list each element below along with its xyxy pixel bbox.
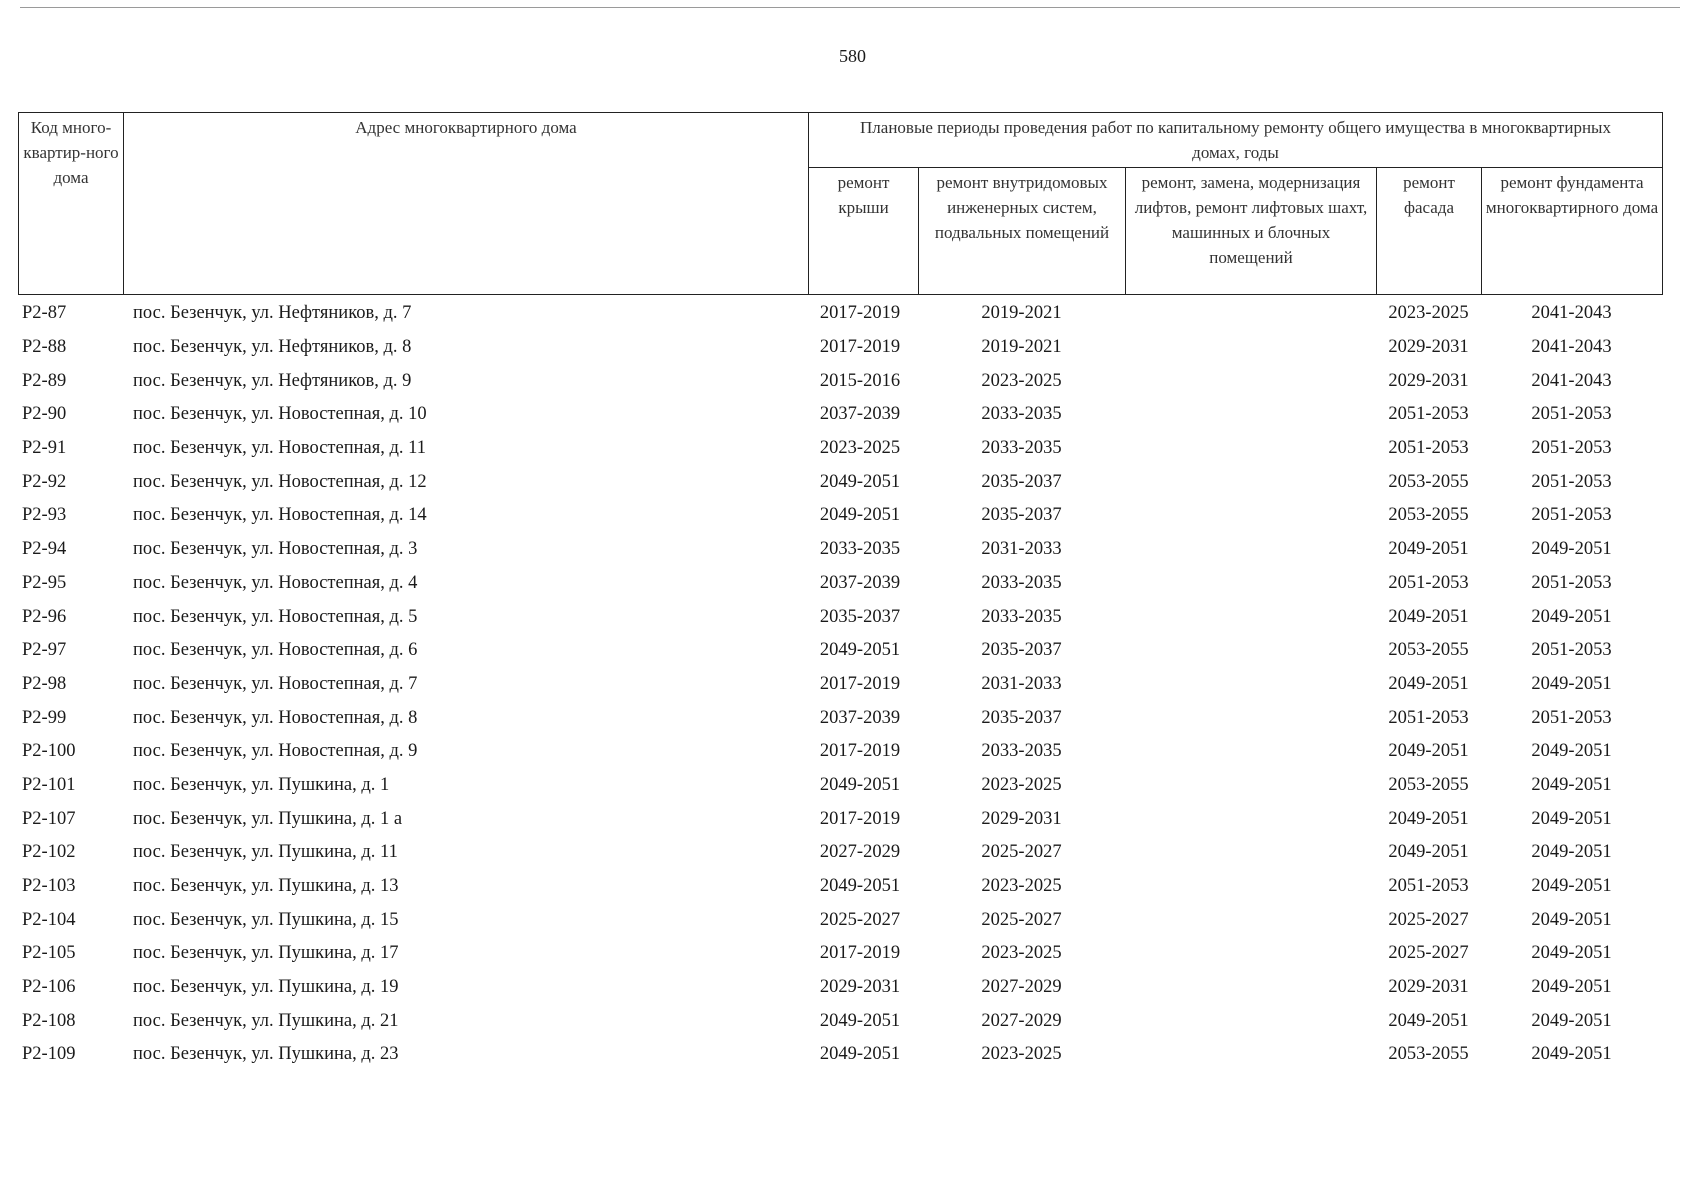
cell-code: Р2-103	[22, 876, 76, 897]
table-row	[18, 465, 1662, 499]
cell-foundation: 2049-2051	[1531, 673, 1612, 694]
cell-foundation: 2051-2053	[1531, 505, 1612, 526]
table-row	[18, 331, 1662, 365]
cell-foundation: 2049-2051	[1531, 909, 1612, 930]
cell-code: Р2-93	[22, 505, 67, 526]
cell-roof: 2049-2051	[819, 471, 901, 492]
cell-systems: 2023-2025	[981, 774, 1062, 795]
header-code: Код много-квартир-ного дома	[19, 113, 124, 295]
cell-facade: 2053-2055	[1388, 471, 1469, 492]
header-foundation: ремонт фундамента многоквартирного дома	[1482, 168, 1663, 295]
cell-systems: 2023-2025	[981, 1044, 1062, 1065]
cell-foundation: 2049-2051	[1531, 606, 1612, 627]
cell-elevators	[1125, 701, 1376, 735]
cell-systems: 2027-2029	[981, 977, 1062, 998]
cell-address: пос. Безенчук, ул. Новостепная, д. 9	[133, 741, 418, 762]
cell-foundation: 2049-2051	[1531, 977, 1612, 998]
cell-roof: 2017-2019	[819, 943, 901, 964]
cell-elevators	[1125, 600, 1376, 634]
cell-address: пос. Безенчук, ул. Новостепная, д. 8	[133, 707, 418, 728]
cell-roof: 2023-2025	[819, 438, 901, 459]
cell-foundation: 2051-2053	[1531, 471, 1612, 492]
cell-foundation: 2051-2053	[1531, 640, 1612, 661]
cell-facade: 2053-2055	[1388, 640, 1469, 661]
header-elevators: ремонт, замена, модернизация лифтов, ремонт лифтовых шахт, машинных и блочных помещений	[1126, 168, 1377, 295]
cell-code: Р2-107	[22, 808, 76, 829]
cell-address: пос. Безенчук, ул. Новостепная, д. 11	[133, 438, 426, 459]
cell-facade: 2049-2051	[1388, 808, 1469, 829]
cell-roof: 2017-2019	[819, 337, 901, 358]
cell-systems: 2029-2031	[981, 808, 1062, 829]
cell-systems: 2027-2029	[981, 1010, 1062, 1031]
cell-systems: 2023-2025	[981, 876, 1062, 897]
cell-facade: 2023-2025	[1388, 303, 1469, 324]
cell-facade: 2053-2055	[1388, 505, 1469, 526]
cell-elevators	[1125, 634, 1376, 668]
cell-code: Р2-101	[22, 774, 76, 795]
cell-elevators	[1125, 465, 1376, 499]
header-facade: ремонт фасада	[1377, 168, 1482, 295]
cell-address: пос. Безенчук, ул. Пушкина, д. 1	[133, 774, 390, 795]
table-row	[18, 668, 1662, 702]
table-row	[18, 398, 1662, 432]
table-row	[18, 701, 1662, 735]
table-body	[18, 297, 1662, 1072]
table-row	[18, 769, 1662, 803]
cell-code: Р2-100	[22, 741, 76, 762]
table-row	[18, 364, 1662, 398]
cell-code: Р2-105	[22, 943, 76, 964]
cell-elevators	[1125, 398, 1376, 432]
cell-address: пос. Безенчук, ул. Нефтяников, д. 8	[133, 337, 412, 358]
cell-facade: 2029-2031	[1388, 337, 1469, 358]
cell-code: Р2-99	[22, 707, 67, 728]
cell-systems: 2033-2035	[981, 572, 1062, 593]
cell-elevators	[1125, 870, 1376, 904]
cell-code: Р2-106	[22, 977, 76, 998]
cell-foundation: 2041-2043	[1531, 303, 1612, 324]
cell-foundation: 2049-2051	[1531, 808, 1612, 829]
scan-top-rule	[20, 7, 1680, 8]
cell-roof: 2037-2039	[819, 572, 901, 593]
cell-code: Р2-104	[22, 909, 76, 930]
cell-address: пос. Безенчук, ул. Новостепная, д. 12	[133, 471, 427, 492]
cell-facade: 2053-2055	[1388, 774, 1469, 795]
cell-foundation: 2049-2051	[1531, 774, 1612, 795]
cell-roof: 2017-2019	[819, 741, 901, 762]
cell-address: пос. Безенчук, ул. Новостепная, д. 4	[133, 572, 418, 593]
cell-address: пос. Безенчук, ул. Пушкина, д. 23	[133, 1044, 399, 1065]
cell-systems: 2035-2037	[981, 640, 1062, 661]
cell-facade: 2051-2053	[1388, 438, 1469, 459]
cell-elevators	[1125, 735, 1376, 769]
table-row	[18, 432, 1662, 466]
cell-code: Р2-108	[22, 1010, 76, 1031]
cell-roof: 2037-2039	[819, 707, 901, 728]
cell-facade: 2049-2051	[1388, 842, 1469, 863]
cell-elevators	[1125, 533, 1376, 567]
cell-foundation: 2049-2051	[1531, 876, 1612, 897]
table-header	[18, 112, 1663, 295]
cell-address: пос. Безенчук, ул. Пушкина, д. 19	[133, 977, 399, 998]
cell-foundation: 2049-2051	[1531, 1044, 1612, 1065]
cell-elevators	[1125, 432, 1376, 466]
cell-address: пос. Безенчук, ул. Нефтяников, д. 9	[133, 370, 412, 391]
header-periods-group: Плановые периоды проведения работ по капитальному ремонту общего имущества в многоквартирных домах, годы	[809, 113, 1663, 168]
table-row	[18, 533, 1662, 567]
cell-facade: 2049-2051	[1388, 539, 1469, 560]
cell-elevators	[1125, 937, 1376, 971]
cell-roof: 2033-2035	[819, 539, 901, 560]
cell-code: Р2-97	[22, 640, 67, 661]
cell-elevators	[1125, 903, 1376, 937]
cell-systems: 2033-2035	[981, 438, 1062, 459]
cell-code: Р2-109	[22, 1044, 76, 1065]
cell-facade: 2051-2053	[1388, 707, 1469, 728]
table-row	[18, 634, 1662, 668]
cell-elevators	[1125, 1004, 1376, 1038]
table-row	[18, 802, 1662, 836]
table-row	[18, 735, 1662, 769]
cell-roof: 2049-2051	[819, 774, 901, 795]
table-row	[18, 499, 1662, 533]
cell-elevators	[1125, 802, 1376, 836]
cell-code: Р2-96	[22, 606, 67, 627]
cell-facade: 2053-2055	[1388, 1044, 1469, 1065]
cell-facade: 2051-2053	[1388, 572, 1469, 593]
cell-systems: 2035-2037	[981, 471, 1062, 492]
table-row	[18, 600, 1662, 634]
cell-roof: 2035-2037	[819, 606, 901, 627]
page-number: 580	[839, 46, 866, 66]
cell-code: Р2-95	[22, 572, 67, 593]
cell-roof: 2049-2051	[819, 876, 901, 897]
cell-foundation: 2041-2043	[1531, 337, 1612, 358]
cell-roof: 2015-2016	[819, 370, 901, 391]
cell-facade: 2049-2051	[1388, 606, 1469, 627]
cell-systems: 2023-2025	[981, 943, 1062, 964]
cell-systems: 2019-2021	[981, 303, 1062, 324]
header-systems: ремонт внутридомовых инженерных систем, подвальных помещений	[919, 168, 1126, 295]
cell-roof: 2037-2039	[819, 404, 901, 425]
cell-code: Р2-92	[22, 471, 67, 492]
cell-elevators	[1125, 769, 1376, 803]
cell-code: Р2-102	[22, 842, 76, 863]
cell-elevators	[1125, 1038, 1376, 1072]
cell-address: пос. Безенчук, ул. Пушкина, д. 17	[133, 943, 399, 964]
cell-elevators	[1125, 364, 1376, 398]
cell-facade: 2049-2051	[1388, 673, 1469, 694]
cell-elevators	[1125, 297, 1376, 331]
cell-systems: 2019-2021	[981, 337, 1062, 358]
cell-code: Р2-90	[22, 404, 67, 425]
cell-roof: 2025-2027	[819, 909, 901, 930]
table-row	[18, 1038, 1662, 1072]
table-row	[18, 1004, 1662, 1038]
table-row	[18, 903, 1662, 937]
table-row	[18, 870, 1662, 904]
cell-foundation: 2049-2051	[1531, 1010, 1612, 1031]
cell-address: пос. Безенчук, ул. Новостепная, д. 10	[133, 404, 427, 425]
cell-roof: 2017-2019	[819, 303, 901, 324]
cell-systems: 2031-2033	[981, 539, 1062, 560]
cell-systems: 2033-2035	[981, 606, 1062, 627]
cell-elevators	[1125, 567, 1376, 601]
cell-roof: 2027-2029	[819, 842, 901, 863]
cell-facade: 2051-2053	[1388, 404, 1469, 425]
cell-systems: 2035-2037	[981, 505, 1062, 526]
cell-address: пос. Безенчук, ул. Новостепная, д. 7	[133, 673, 418, 694]
cell-systems: 2035-2037	[981, 707, 1062, 728]
header-roof: ремонт крыши	[809, 168, 919, 295]
cell-code: Р2-87	[22, 303, 67, 324]
cell-code: Р2-91	[22, 438, 67, 459]
cell-foundation: 2049-2051	[1531, 741, 1612, 762]
cell-elevators	[1125, 331, 1376, 365]
cell-elevators	[1125, 668, 1376, 702]
cell-address: пос. Безенчук, ул. Новостепная, д. 14	[133, 505, 427, 526]
table-row	[18, 937, 1662, 971]
cell-systems: 2025-2027	[981, 909, 1062, 930]
cell-code: Р2-89	[22, 370, 67, 391]
cell-systems: 2031-2033	[981, 673, 1062, 694]
table-row	[18, 971, 1662, 1005]
cell-roof: 2049-2051	[819, 640, 901, 661]
cell-address: пос. Безенчук, ул. Пушкина, д. 11	[133, 842, 398, 863]
cell-foundation: 2051-2053	[1531, 404, 1612, 425]
cell-address: пос. Безенчук, ул. Пушкина, д. 21	[133, 1010, 399, 1031]
cell-systems: 2023-2025	[981, 370, 1062, 391]
cell-systems: 2025-2027	[981, 842, 1062, 863]
cell-foundation: 2049-2051	[1531, 943, 1612, 964]
header-address: Адрес многоквартирного дома	[124, 113, 809, 295]
cell-foundation: 2051-2053	[1531, 572, 1612, 593]
cell-roof: 2049-2051	[819, 505, 901, 526]
data-table	[18, 297, 1662, 1072]
cell-address: пос. Безенчук, ул. Нефтяников, д. 7	[133, 303, 412, 324]
cell-roof: 2029-2031	[819, 977, 901, 998]
cell-roof: 2017-2019	[819, 673, 901, 694]
cell-address: пос. Безенчук, ул. Новостепная, д. 3	[133, 539, 418, 560]
cell-foundation: 2049-2051	[1531, 842, 1612, 863]
cell-address: пос. Безенчук, ул. Новостепная, д. 6	[133, 640, 418, 661]
cell-address: пос. Безенчук, ул. Пушкина, д. 15	[133, 909, 399, 930]
cell-elevators	[1125, 499, 1376, 533]
table-row	[18, 297, 1662, 331]
cell-facade: 2029-2031	[1388, 977, 1469, 998]
cell-systems: 2033-2035	[981, 404, 1062, 425]
cell-roof: 2017-2019	[819, 808, 901, 829]
cell-code: Р2-98	[22, 673, 67, 694]
cell-facade: 2049-2051	[1388, 1010, 1469, 1031]
table-row	[18, 836, 1662, 870]
cell-facade: 2025-2027	[1388, 943, 1469, 964]
cell-facade: 2051-2053	[1388, 876, 1469, 897]
cell-foundation: 2051-2053	[1531, 707, 1612, 728]
cell-elevators	[1125, 971, 1376, 1005]
cell-roof: 2049-2051	[819, 1044, 901, 1065]
cell-facade: 2025-2027	[1388, 909, 1469, 930]
cell-address: пос. Безенчук, ул. Новостепная, д. 5	[133, 606, 418, 627]
cell-systems: 2033-2035	[981, 741, 1062, 762]
cell-elevators	[1125, 836, 1376, 870]
cell-foundation: 2051-2053	[1531, 438, 1612, 459]
table-row	[18, 567, 1662, 601]
cell-roof: 2049-2051	[819, 1010, 901, 1031]
cell-foundation: 2041-2043	[1531, 370, 1612, 391]
cell-address: пос. Безенчук, ул. Пушкина, д. 13	[133, 876, 399, 897]
cell-address: пос. Безенчук, ул. Пушкина, д. 1 а	[133, 808, 403, 829]
cell-facade: 2049-2051	[1388, 741, 1469, 762]
cell-facade: 2029-2031	[1388, 370, 1469, 391]
cell-code: Р2-94	[22, 539, 67, 560]
cell-foundation: 2049-2051	[1531, 539, 1612, 560]
cell-code: Р2-88	[22, 337, 67, 358]
